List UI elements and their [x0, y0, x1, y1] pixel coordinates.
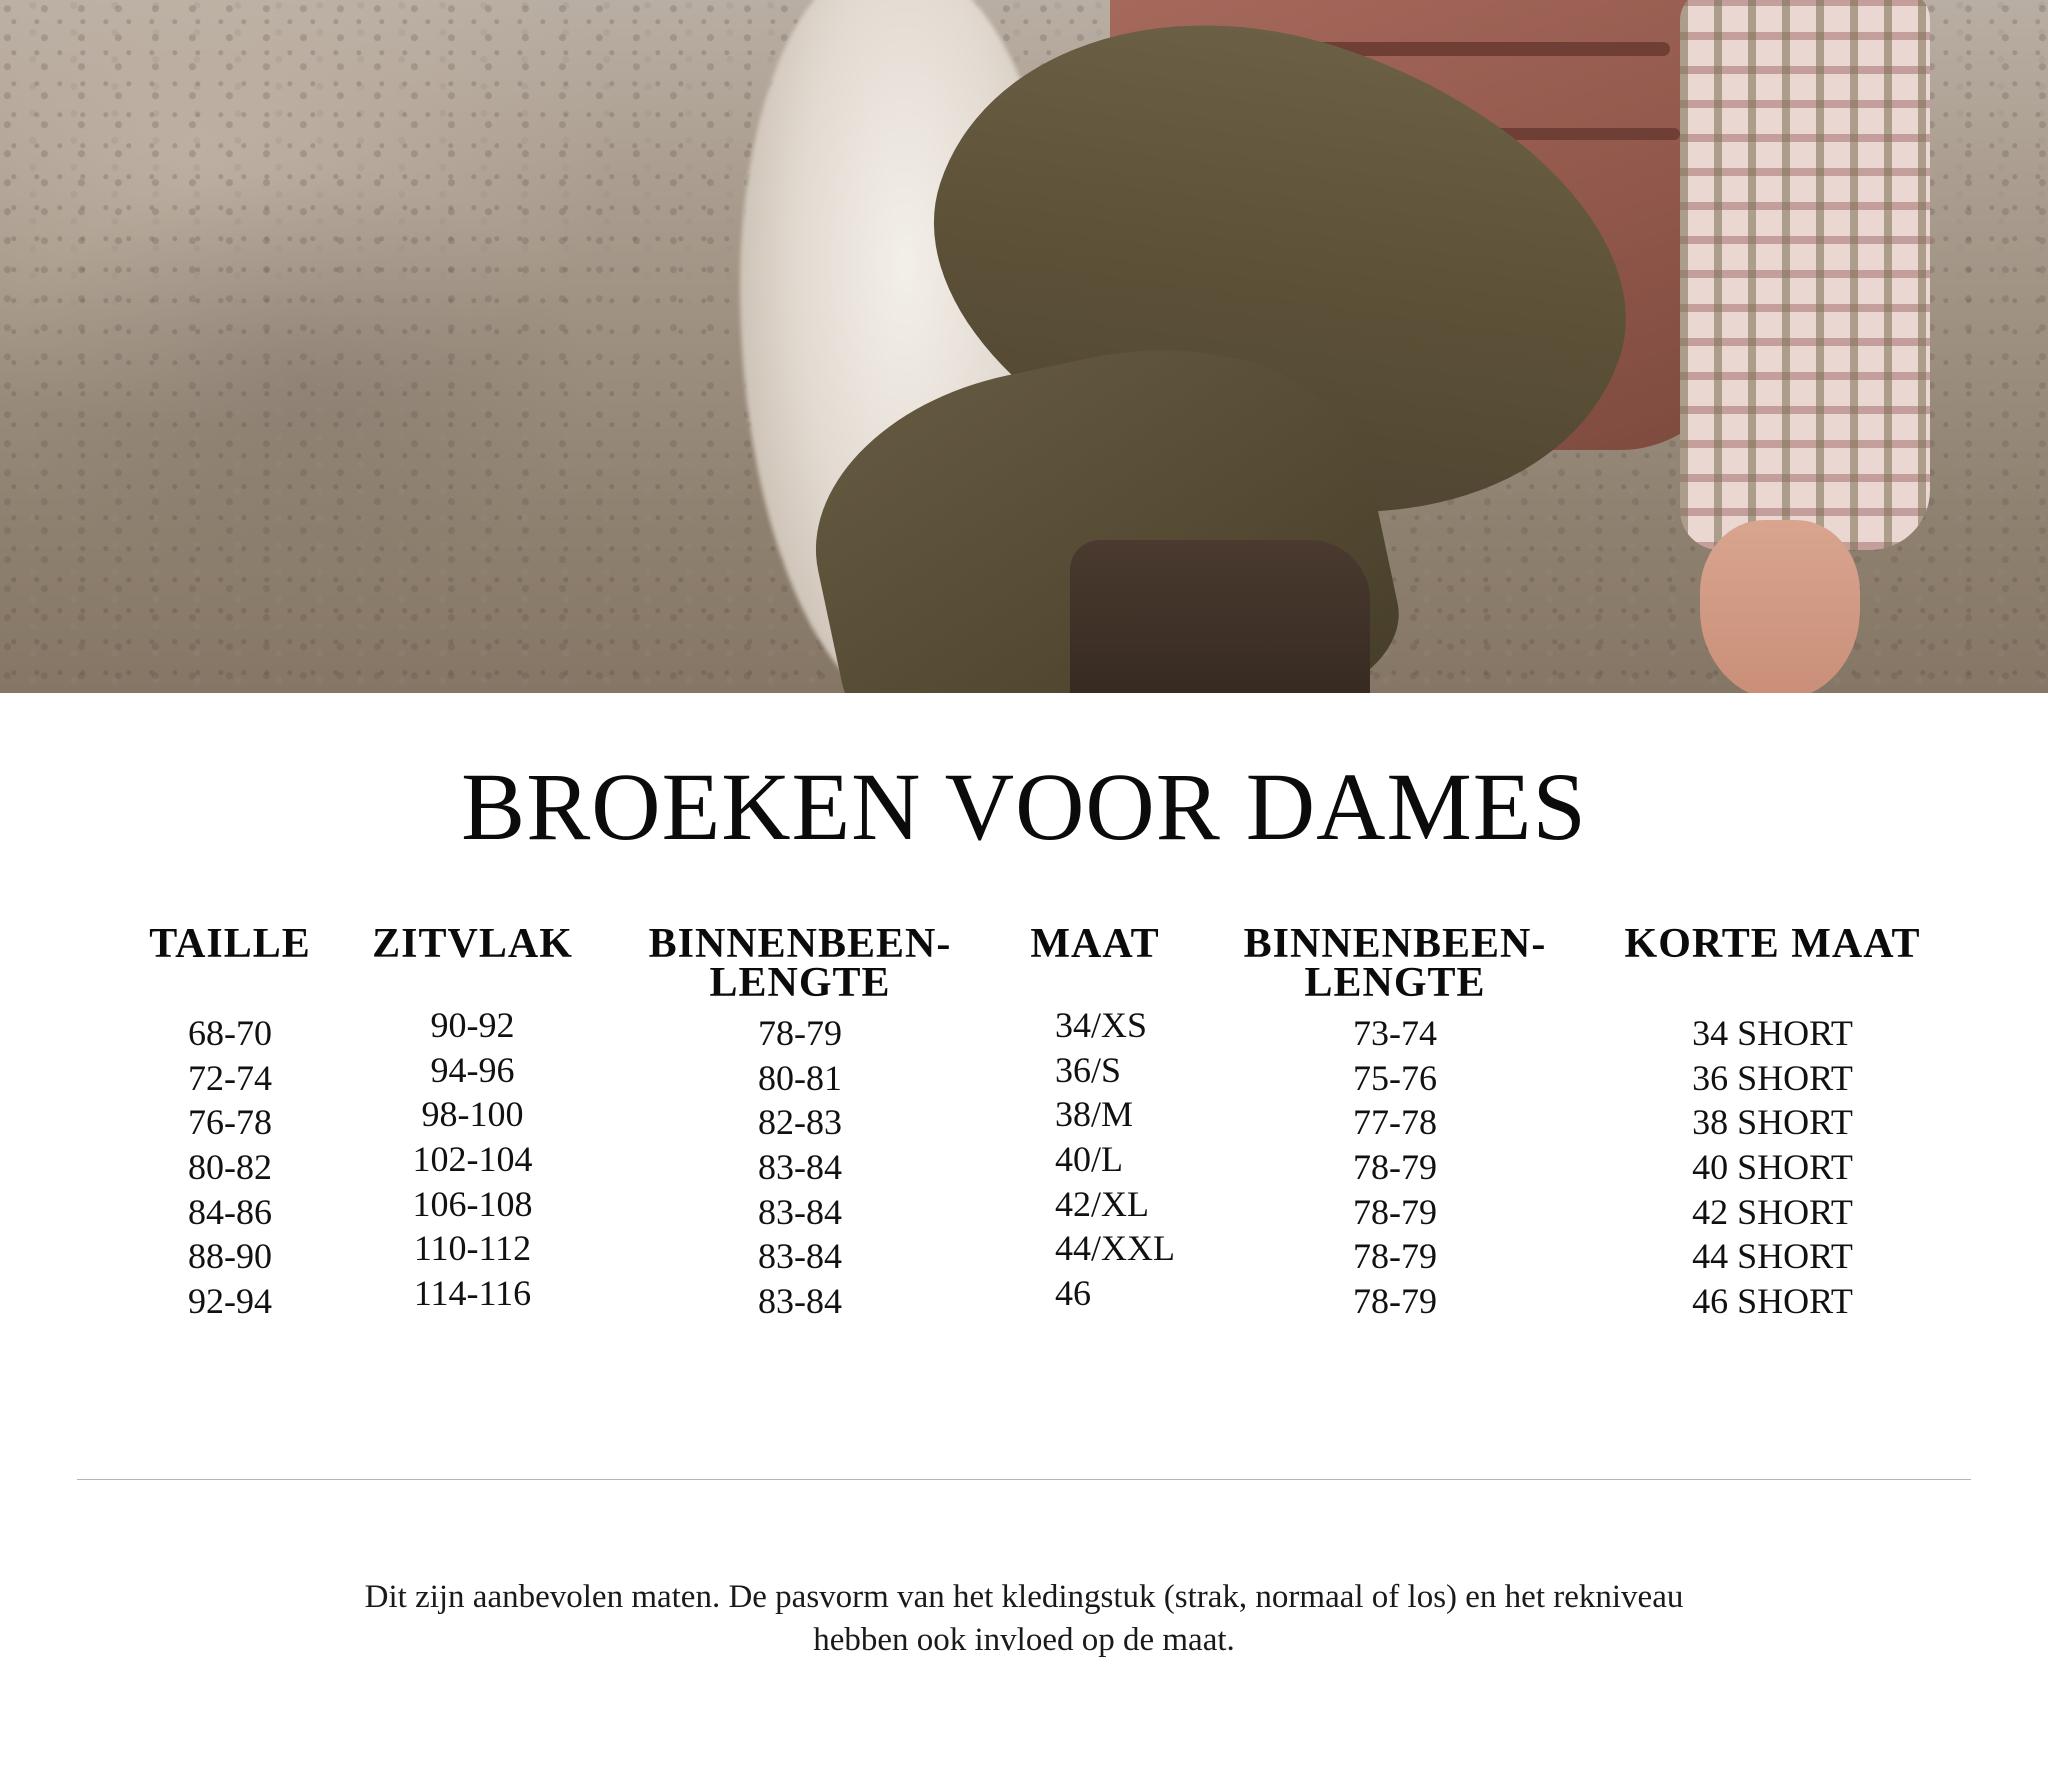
table-cell: 46 SHORT	[1692, 1281, 1853, 1322]
table-cell: 46	[1055, 1273, 1091, 1314]
table-cell: 102-104	[412, 1139, 533, 1180]
table-cell: 83-84	[758, 1147, 842, 1188]
table-cell: 73-74	[1353, 1013, 1437, 1053]
table-cell: 114-116	[413, 1273, 532, 1314]
table-cell: 92-94	[188, 1281, 272, 1322]
table-cell: 78-79	[1353, 1281, 1437, 1322]
table-cell: 106-108	[412, 1183, 533, 1224]
column-zitvlak	[355, 921, 590, 1316]
table-cell: 38 SHORT	[1692, 1102, 1853, 1143]
table-cell: 44/XXL	[1055, 1228, 1175, 1269]
column-header: TAILLE	[149, 921, 311, 967]
column-header: BINNENBEEN- LENGTE	[648, 921, 952, 1006]
column-header: BINNENBEEN- LENGTE	[1243, 921, 1547, 1006]
table-cell: 36 SHORT	[1692, 1057, 1853, 1098]
table-cell: 90-92	[430, 1005, 515, 1045]
plaid-sleeve	[1680, 0, 1930, 550]
column-korte-maat	[1605, 921, 1940, 1324]
table-cell: 40 SHORT	[1692, 1147, 1853, 1188]
size-note-line: Dit zijn aanbevolen maten. De pasvorm van het kledingstuk (strak, normaal of los) en het rekniveau	[364, 1579, 1684, 1615]
table-cell: 83-84	[758, 1281, 842, 1322]
hand	[1700, 520, 1860, 693]
column-header: KORTE MAAT	[1624, 921, 1921, 967]
table-cell: 42 SHORT	[1692, 1191, 1853, 1232]
table-cell: 72-74	[188, 1057, 272, 1098]
table-cell: 83-84	[758, 1191, 842, 1232]
table-cell: 44 SHORT	[1692, 1236, 1853, 1277]
column-header: MAAT	[1030, 921, 1160, 967]
table-cell: 80-82	[188, 1147, 272, 1188]
table-cell: 34/XS	[1055, 1005, 1148, 1045]
column-taille	[130, 921, 330, 1324]
hero-photo	[0, 0, 2048, 693]
table-cell: 110-112	[413, 1228, 532, 1269]
table-cell: 36/S	[1055, 1049, 1122, 1090]
table-cell: 82-83	[758, 1102, 842, 1143]
table-cell: 34 SHORT	[1692, 1013, 1853, 1053]
divider	[77, 1479, 1971, 1480]
size-note-line: hebben ook invloed op de maat.	[813, 1622, 1235, 1658]
table-cell: 78-79	[1353, 1236, 1437, 1277]
column-header: ZITVLAK	[372, 921, 573, 967]
table-cell: 88-90	[188, 1236, 272, 1277]
table-cell: 38/M	[1055, 1094, 1134, 1135]
table-cell: 84-86	[188, 1191, 272, 1232]
table-cell: 83-84	[758, 1236, 842, 1277]
table-cell: 75-76	[1353, 1057, 1437, 1098]
column-binnenbeenlengte-short	[1205, 921, 1585, 1324]
column-maat	[1010, 921, 1180, 1316]
table-cell: 98-100	[421, 1094, 524, 1135]
table-cell: 78-79	[1353, 1191, 1437, 1232]
table-cell: 68-70	[188, 1013, 272, 1053]
size-note	[240, 1576, 1808, 1662]
table-cell: 42/XL	[1055, 1183, 1149, 1224]
table-cell: 77-78	[1353, 1102, 1437, 1143]
column-binnenbeenlengte	[610, 921, 990, 1324]
boot	[1070, 540, 1370, 693]
table-cell: 40/L	[1055, 1139, 1123, 1180]
table-cell: 80-81	[758, 1057, 842, 1098]
table-cell: 78-79	[758, 1013, 842, 1053]
table-cell: 78-79	[1353, 1147, 1437, 1188]
page-title: BROEKEN VOOR DAMES	[461, 753, 1587, 860]
table-cell: 76-78	[188, 1102, 272, 1143]
table-cell: 94-96	[430, 1049, 515, 1090]
